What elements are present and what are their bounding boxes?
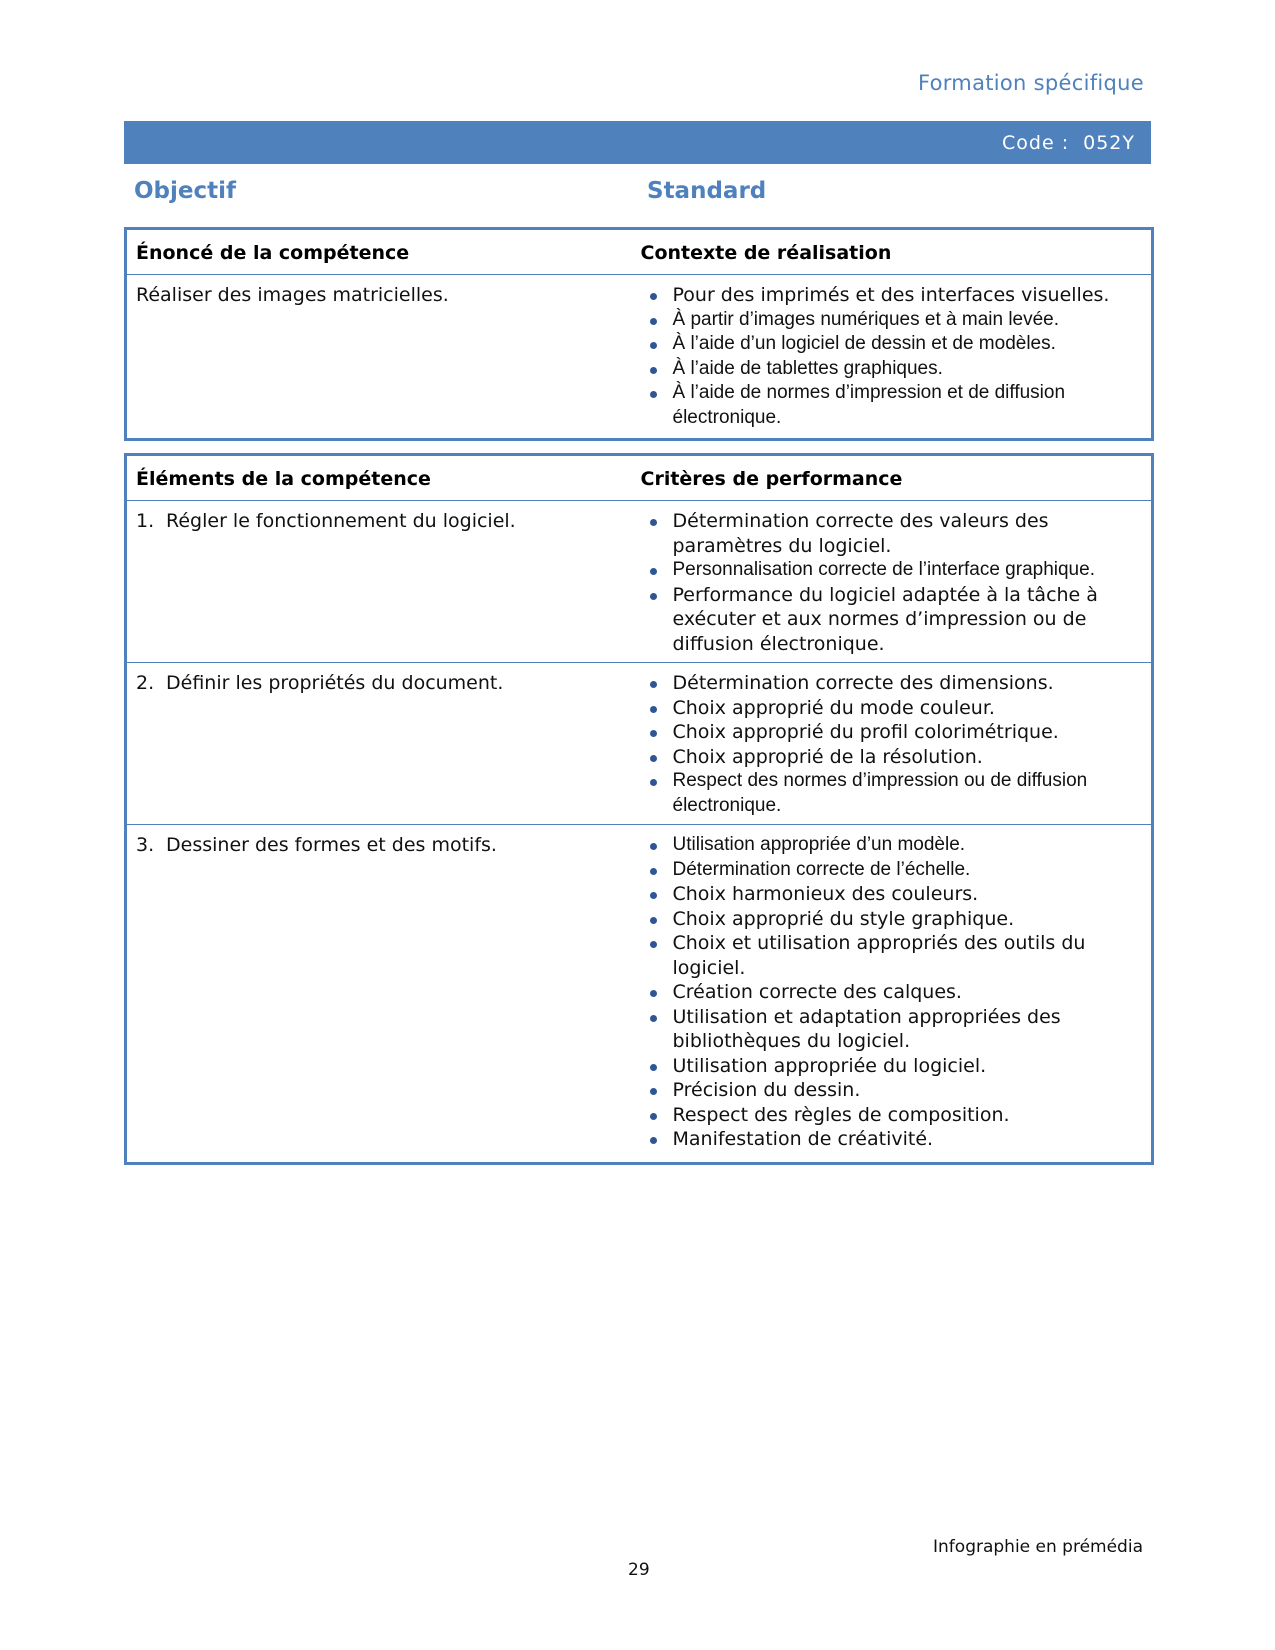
criteria-header: Critères de performance <box>638 455 1153 501</box>
list-item: Choix approprié de la résolution. <box>638 745 1144 770</box>
element-cell <box>126 501 638 663</box>
list-item: À l’aide de tablettes graphiques. <box>638 357 1144 382</box>
element-cell <box>126 663 638 825</box>
list-item: Manifestation de créativité. <box>638 1127 1144 1152</box>
list-item: Performance du logiciel adaptée à la tâche à exécuter et aux normes d’impression ou de diffusion électronique. <box>638 583 1144 657</box>
page-number: 29 <box>628 1560 650 1580</box>
list-item: Respect des règles de composition. <box>638 1103 1144 1128</box>
criteria-cell <box>638 501 1153 663</box>
list-item: Choix et utilisation appropriés des outils du logiciel. <box>638 931 1144 980</box>
criteria-list <box>638 833 1144 1152</box>
table-row <box>126 825 1153 1164</box>
code-banner <box>124 121 1151 164</box>
list-item: Détermination correcte des valeurs des paramètres du logiciel. <box>638 509 1144 558</box>
context-cell <box>638 275 1153 440</box>
list-item: À partir d’images numériques et à main levée. <box>638 308 1144 333</box>
list-item: Personnalisation correcte de l’interface graphique. <box>638 558 1144 583</box>
elements-header: Éléments de la compétence <box>126 455 638 501</box>
criteria-list <box>638 509 1144 656</box>
standard-heading: Standard <box>647 178 767 204</box>
competency-elements-table <box>124 453 1154 1165</box>
table-row <box>126 663 1153 825</box>
list-item: À l’aide d’un logiciel de dessin et de modèles. <box>638 332 1144 357</box>
table-row <box>126 501 1153 663</box>
list-item: Utilisation et adaptation appropriées des bibliothèques du logiciel. <box>638 1005 1144 1054</box>
table-row <box>126 275 1153 440</box>
criteria-cell <box>638 825 1153 1164</box>
element-number: 1. <box>136 510 155 532</box>
element-text: Dessiner des formes et des motifs. <box>166 834 497 856</box>
footer-program-title: Infographie en prémédia <box>933 1537 1143 1557</box>
competency-statement: Réaliser des images matricielles. <box>136 284 449 306</box>
list-item: Création correcte des calques. <box>638 980 1144 1005</box>
list-item: Choix approprié du style graphique. <box>638 907 1144 932</box>
list-item: Choix approprié du profil colorimétrique. <box>638 720 1144 745</box>
list-item: Choix harmonieux des couleurs. <box>638 882 1144 907</box>
element-number: 2. <box>136 672 155 694</box>
objective-heading: Objectif <box>134 178 237 204</box>
context-header: Contexte de réalisation <box>638 229 1153 275</box>
statement-header: Énoncé de la compétence <box>126 229 638 275</box>
list-item: Pour des imprimés et des interfaces visuelles. <box>638 283 1144 308</box>
code-label: Code : <box>1002 131 1070 154</box>
competency-statement-table <box>124 227 1154 441</box>
list-item: Utilisation appropriée d’un modèle. <box>638 833 1144 858</box>
element-number: 3. <box>136 834 155 856</box>
list-item: Choix approprié du mode couleur. <box>638 696 1144 721</box>
criteria-cell <box>638 663 1153 825</box>
list-item: Respect des normes d’impression ou de diffusion électronique. <box>638 769 1144 818</box>
list-item: Détermination correcte de l’échelle. <box>638 858 1144 883</box>
element-text: Régler le fonctionnement du logiciel. <box>166 510 516 532</box>
code-value: 052Y <box>1083 131 1135 154</box>
element-cell <box>126 825 638 1164</box>
list-item: Utilisation appropriée du logiciel. <box>638 1054 1144 1079</box>
element-text: Définir les propriétés du document. <box>166 672 504 694</box>
list-item: À l’aide de normes d’impression et de diffusion électronique. <box>638 381 1144 430</box>
list-item: Détermination correcte des dimensions. <box>638 671 1144 696</box>
list-item: Précision du dessin. <box>638 1078 1144 1103</box>
criteria-list <box>638 671 1144 818</box>
running-header-title: Formation spécifique <box>917 71 1144 95</box>
context-list <box>638 283 1144 430</box>
